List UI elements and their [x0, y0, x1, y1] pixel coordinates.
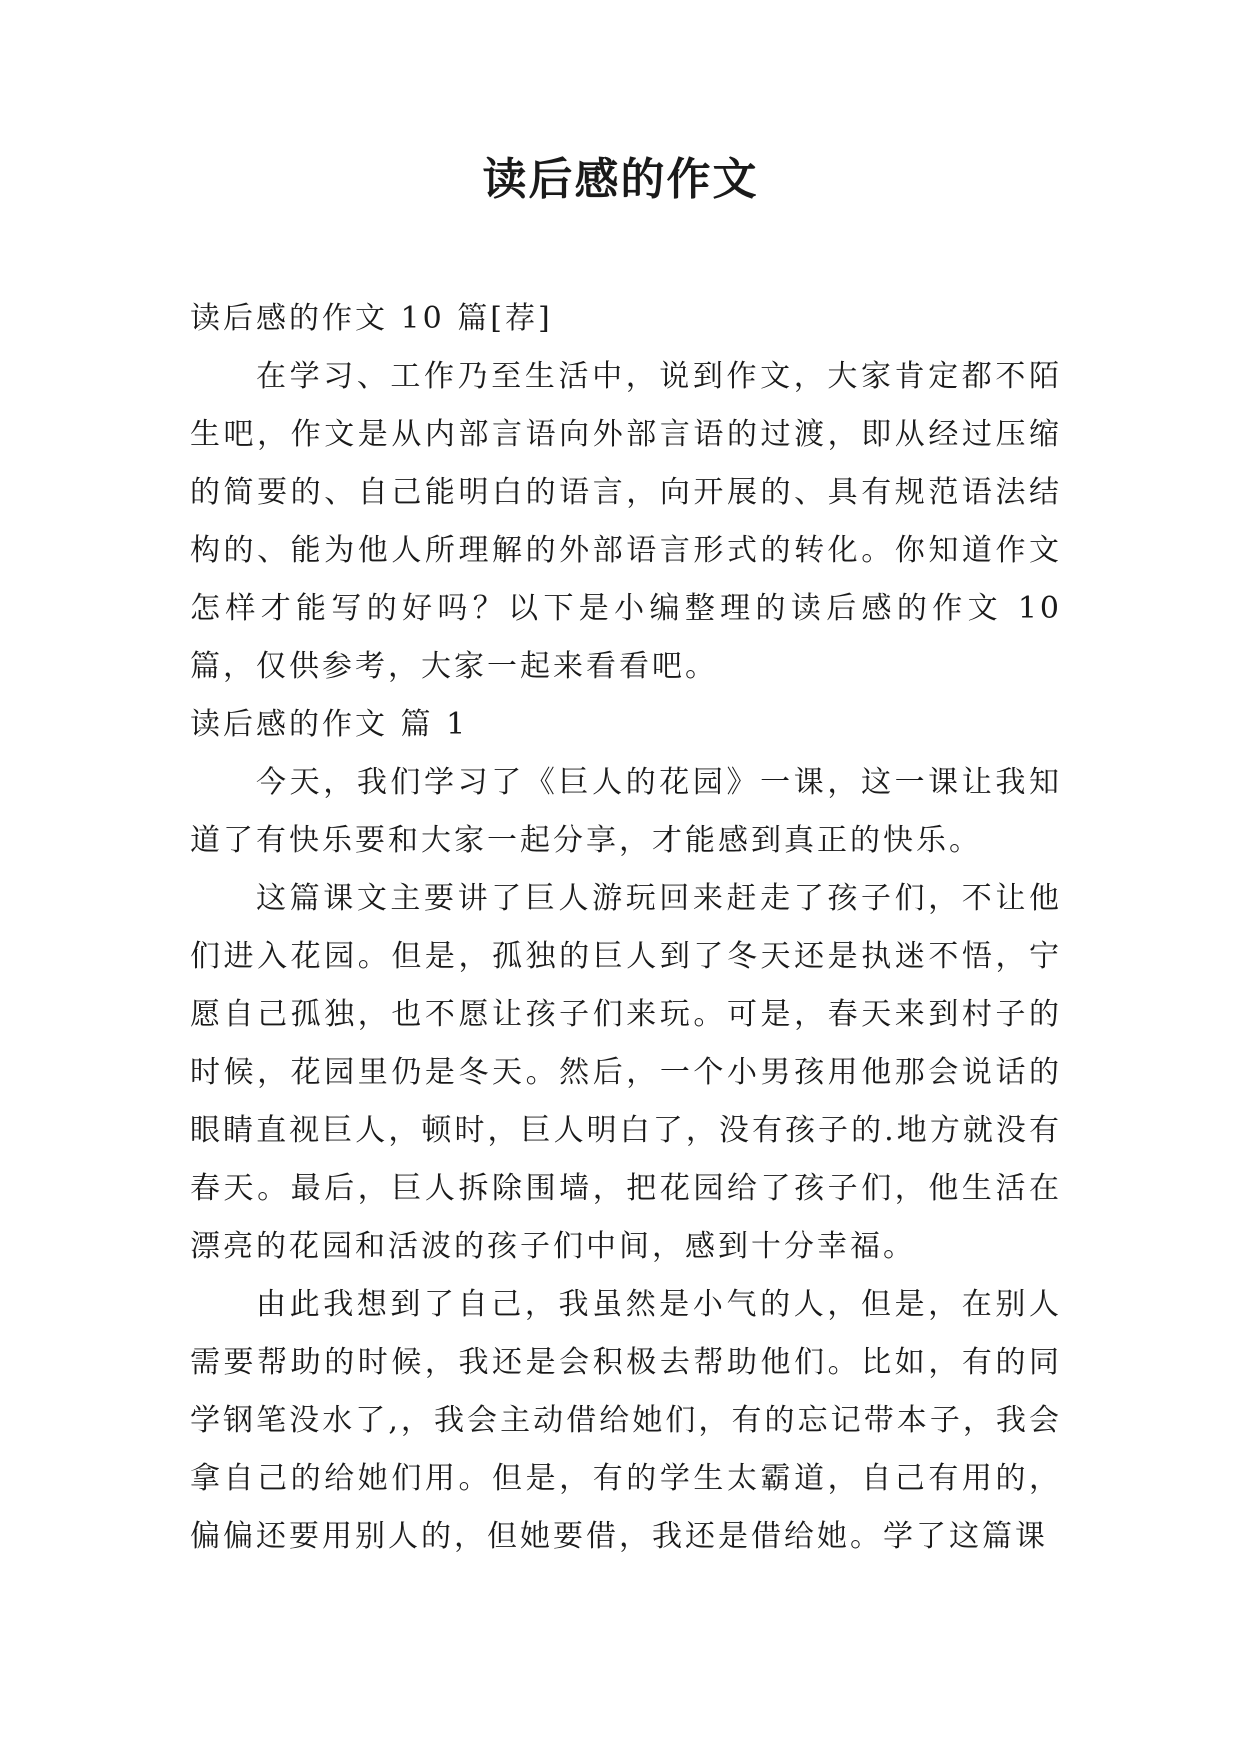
intro-paragraph: 在学习、工作乃至生活中，说到作文，大家肯定都不陌生吧，作文是从内部言语向外部言语的过渡，即从经过压缩的简要的、自己能明白的语言，向开展的、具有规范语法结构的、能为他人所理解的外部语言形式的转化。你知道作文怎样才能写的好吗？以下是小编整理的读后感的作文 10 篇，仅供参考，大家一起来看看吧。	[190, 359, 1062, 684]
document-title: 读后感的作文	[482, 154, 759, 205]
document-subtitle: 读后感的作文 10 篇[荐]	[190, 301, 553, 336]
body-paragraph-1: 今天，我们学习了《巨人的花园》一课，这一课让我知道了有快乐要和大家一起分享，才能感到真正的快乐。	[190, 765, 1062, 858]
body-paragraph-2: 这篇课文主要讲了巨人游玩回来赶走了孩子们，不让他们进入花园。但是，孤独的巨人到了冬天还是执迷不悟，宁愿自己孤独，也不愿让孩子们来玩。可是，春天来到村子的时候，花园里仍是冬天。然后，一个小男孩用他那会说话的眼睛直视巨人，顿时，巨人明白了，没有孩子的.地方就没有春天。最后，巨人拆除围墙，把花园给了孩子们，他生活在漂亮的花园和活波的孩子们中间，感到十分幸福。	[190, 881, 1062, 1264]
body-paragraph-3: 由此我想到了自己，我虽然是小气的人，但是，在别人需要帮助的时候，我还是会积极去帮助他们。比如，有的同学钢笔没水了,，我会主动借给她们，有的忘记带本子，我会拿自己的给她们用。但是，有的学生太霸道，自己有用的，偏偏还要用别人的，但她要借，我还是借给她。学了这篇课	[190, 1287, 1062, 1554]
section-heading: 读后感的作文 篇 1	[190, 707, 469, 742]
document-body	[190, 290, 1062, 1566]
